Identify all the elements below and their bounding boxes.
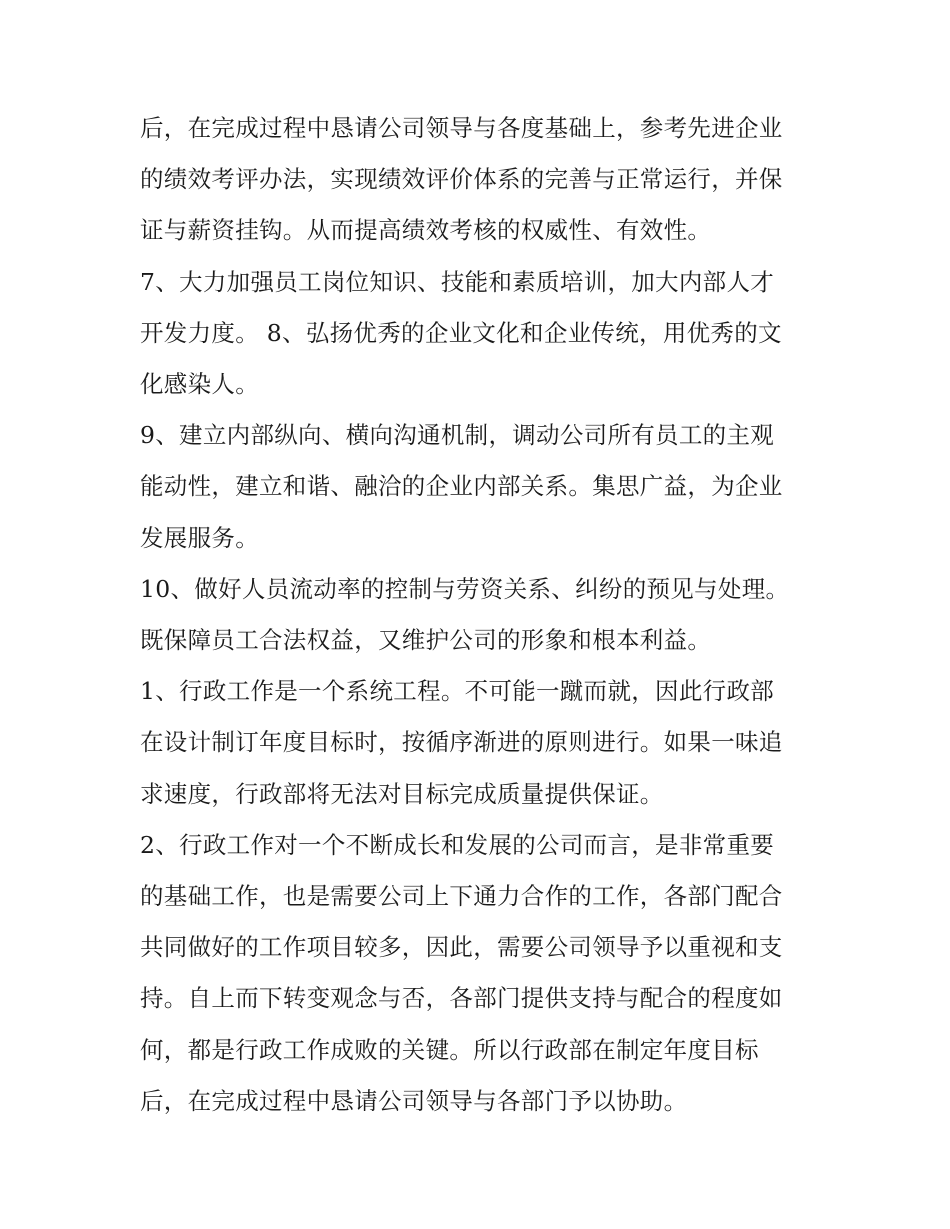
text-line: 化感染人。 bbox=[140, 370, 259, 398]
text-line: 何，都是行政工作成败的关键。所以行政部在制定年度目标 bbox=[140, 1035, 759, 1064]
text-line: 7、大力加强员工岗位知识、技能和素质培训，加大内部人才 bbox=[140, 267, 775, 296]
text-line: 能动性，建立和谐、融洽的企业内部关系。集思广益，为企业 bbox=[140, 472, 783, 501]
text-line: 后，在完成过程中恳请公司领导与各度基础上，参考先进企业 bbox=[140, 114, 783, 142]
text-line: 的基础工作，也是需要公司上下通力合作的工作，各部门配合 bbox=[140, 882, 783, 910]
text-line: 在设计制订年度目标时，按循序渐进的原则进行。如果一味追 bbox=[140, 728, 783, 757]
text-line: 2、行政工作对一个不断成长和发展的公司而言，是非常重要 bbox=[140, 830, 775, 859]
text-line: 1、行政工作是一个系统工程。不可能一蹴而就，因此行政部 bbox=[140, 677, 775, 706]
text-line: 后，在完成过程中恳请公司领导与各部门予以协助。 bbox=[140, 1086, 688, 1115]
text-line: 发展服务。 bbox=[140, 523, 259, 552]
text-line: 求速度，行政部将无法对目标完成质量提供保证。 bbox=[140, 779, 664, 808]
text-line: 共同做好的工作项目较多，因此，需要公司领导予以重视和支 bbox=[140, 933, 783, 962]
text-line: 证与薪资挂钩。从而提高绩效考核的权威性、有效性。 bbox=[140, 216, 712, 245]
text-line: 开发力度。 8、弘扬优秀的企业文化和企业传统，用优秀的文 bbox=[140, 318, 782, 347]
text-line: 的绩效考评办法，实现绩效评价体系的完善与正常运行，并保 bbox=[140, 165, 783, 194]
text-line: 10、做好人员流动率的控制与劳资关系、纠纷的预见与处理。 bbox=[140, 574, 790, 603]
text-line: 既保障员工合法权益，又维护公司的形象和根本利益。 bbox=[140, 626, 712, 654]
text-line: 持。自上而下转变观念与否，各部门提供支持与配合的程度如 bbox=[140, 984, 783, 1013]
text-line: 9、建立内部纵向、横向沟通机制，调动公司所有员工的主观 bbox=[140, 421, 775, 450]
